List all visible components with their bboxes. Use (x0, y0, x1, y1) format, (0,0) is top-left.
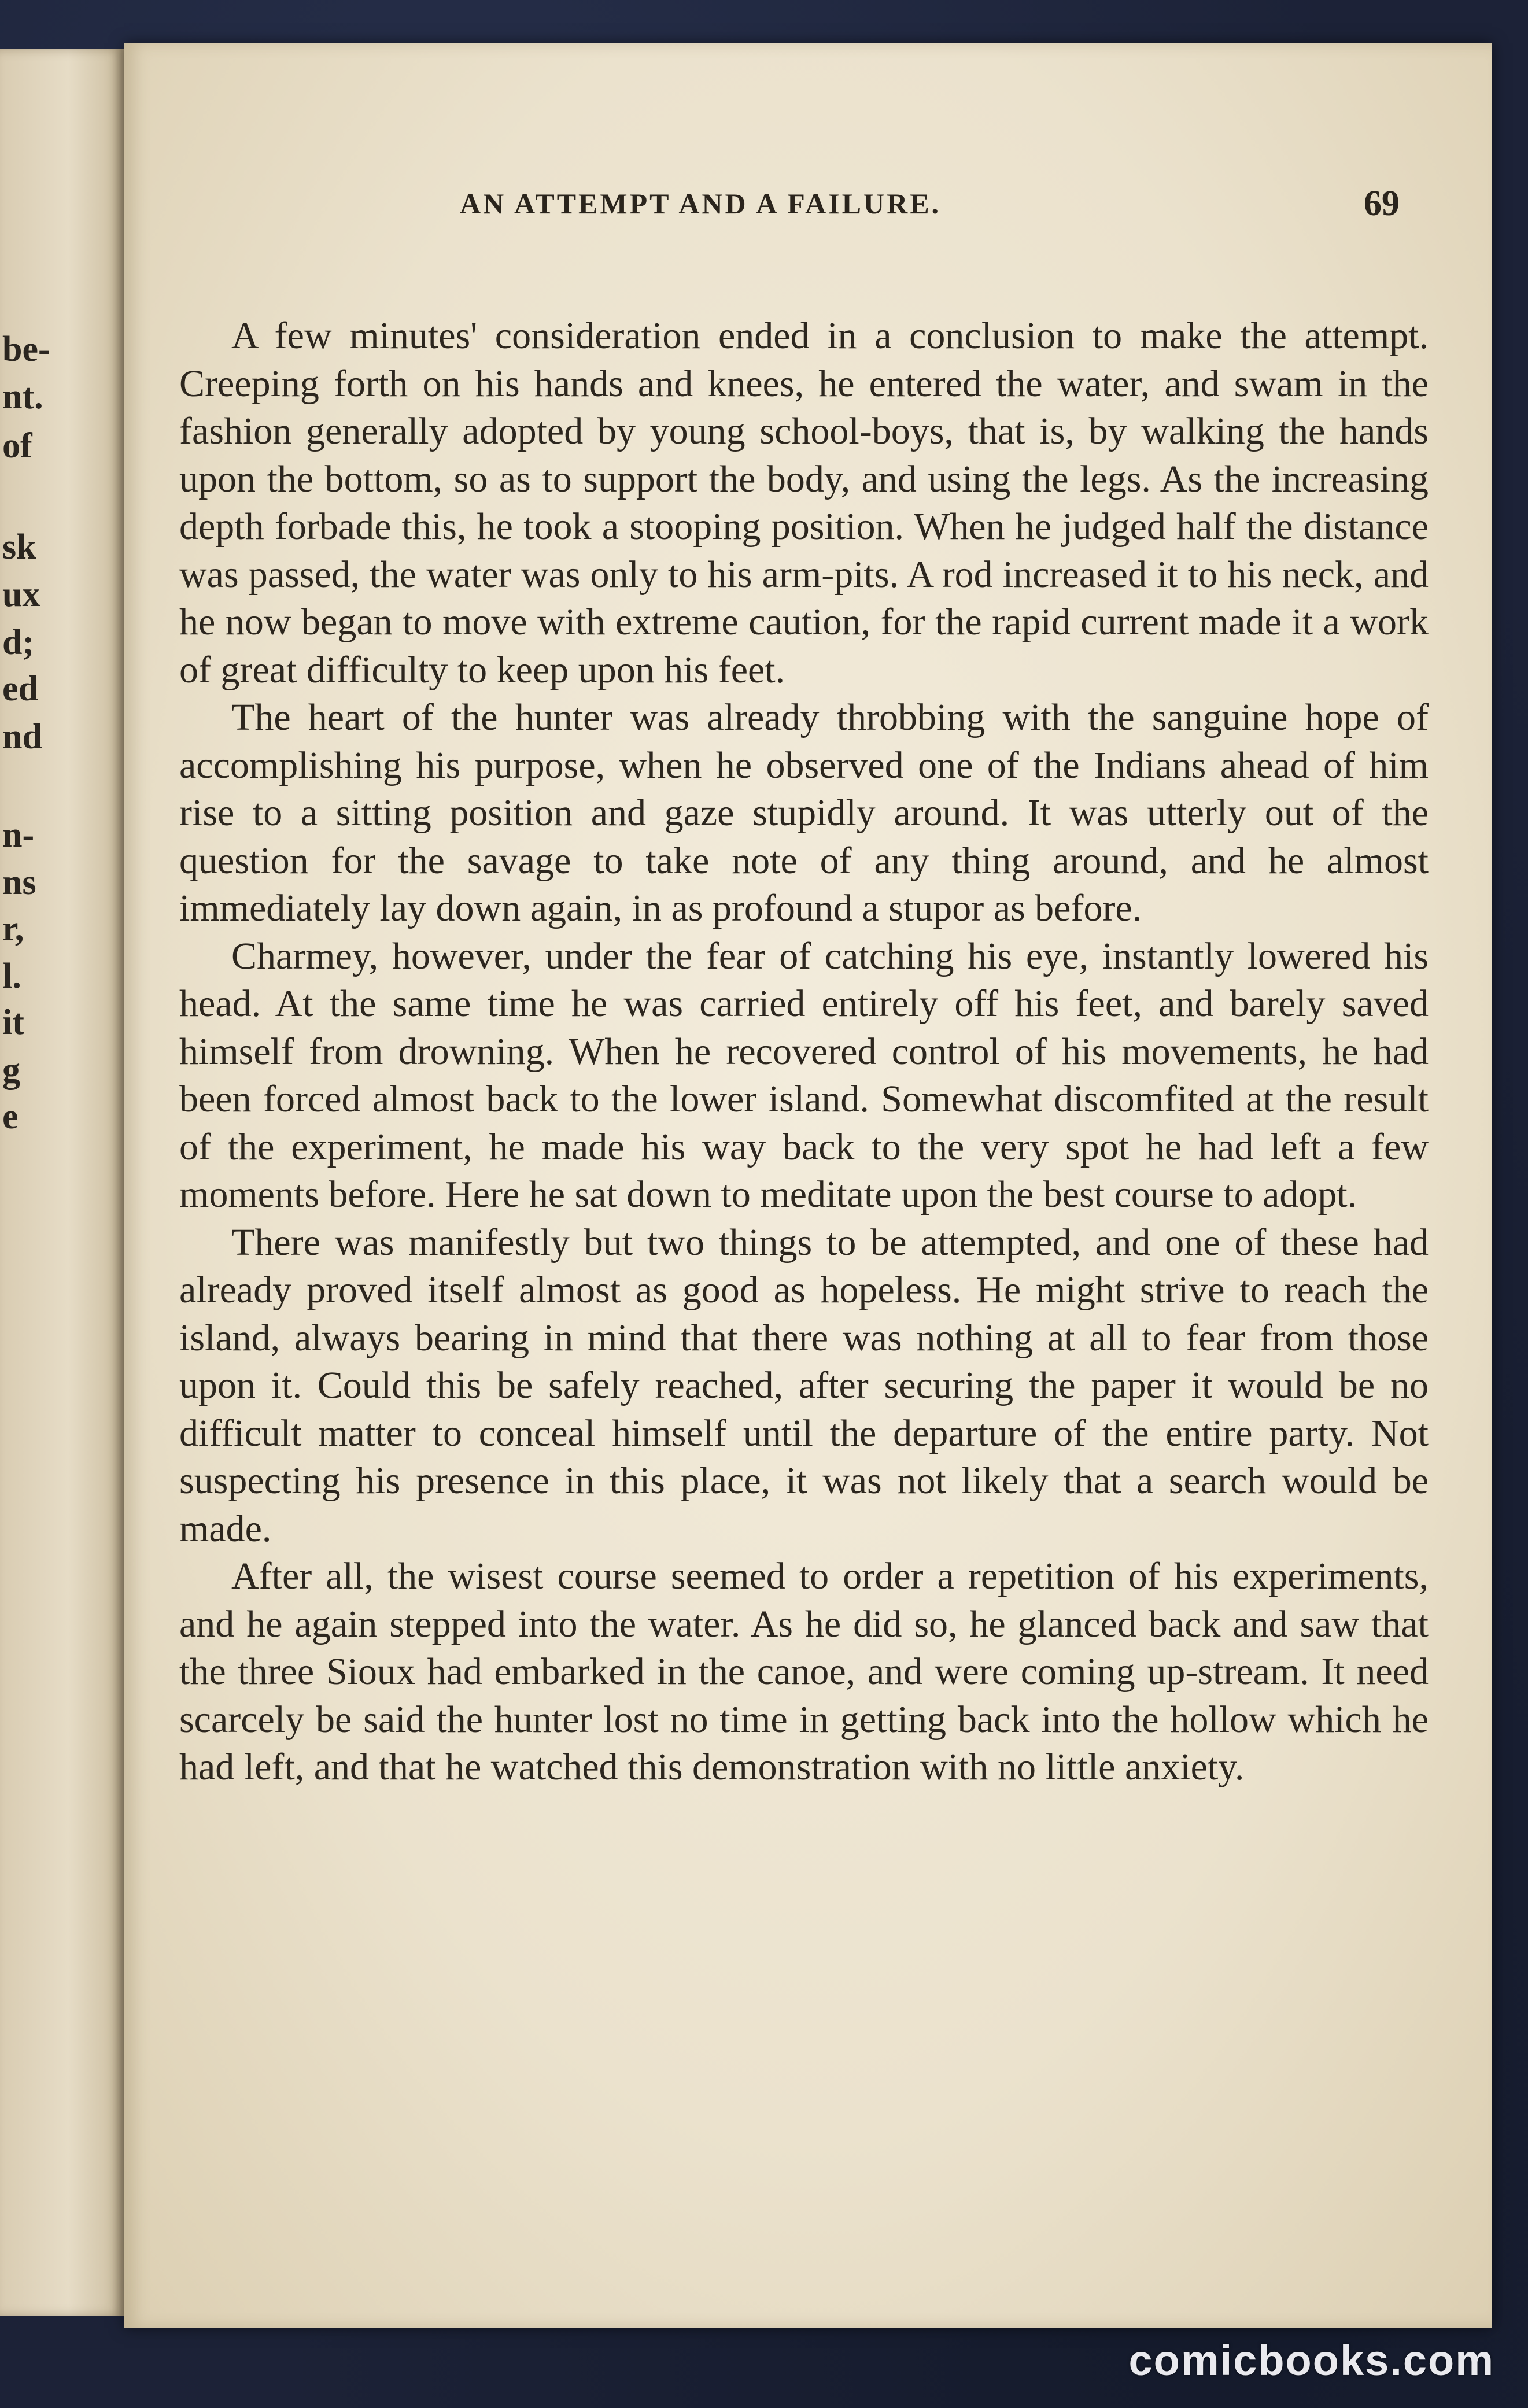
facing-page-fragment: be- (2, 330, 50, 369)
paragraph: The heart of the hunter was already throbbing with the sanguine hope of accomplishing his purpose, when he observed one of the Indians ahead of him rise to a sitting position and gaze stupidly around. It was utterly out of the question for the savage to take note of any thing around, and he almost immediately lay down again, in as profound a stupor as before. (179, 696, 1429, 929)
page-number: 69 (1364, 184, 1400, 223)
facing-page-fragment: of (2, 426, 32, 466)
facing-page-fragment: g (2, 1051, 20, 1090)
facing-page-fragment: r, (2, 909, 24, 948)
facing-page-fragment: d; (2, 623, 35, 662)
facing-page-fragment: l. (2, 956, 21, 996)
facing-page-fragment: ns (2, 863, 36, 902)
paragraph: A few minutes' consideration ended in a conclusion to make the attempt. Creeping forth on his hands and knees, he entered the water, and swam in the fashion generally adopted by young school-boys, that is, by walking the hands upon the bottom, so as to support the body, and using the legs. As the increasing depth forbade this, he took a stooping position. When he judged half the distance was passed, the water was only to his arm-pits. A rod increased it to his neck, and he now began to move with extreme caution, for the rapid current made it a work of great difficulty to keep upon his feet. (179, 315, 1429, 691)
facing-page-fragment: it (2, 1003, 24, 1042)
book-page (124, 43, 1492, 2328)
facing-page-fragment: nd (2, 717, 42, 756)
facing-page-fragment: nt. (2, 377, 43, 416)
facing-page-edge (0, 49, 128, 2316)
paragraph: After all, the wisest course seemed to order a repetition of his experiments, and he again stepped into the water. As he did so, he glanced back and saw that the three Sioux had embarked in the canoe, and were coming up-stream. It need scarcely be said the hunter lost no time in getting back into the hollow which he had left, and that he watched this demonstration with no little anxiety. (179, 1555, 1429, 1788)
facing-page-fragment: ed (2, 669, 38, 708)
facing-page-fragment: ux (2, 575, 40, 614)
running-title: AN ATTEMPT AND A FAILURE. (460, 187, 942, 220)
running-head (124, 184, 1492, 227)
facing-page-fragment: e (2, 1097, 19, 1136)
site-watermark: comicbooks.com (1128, 2336, 1494, 2384)
facing-page-fragment: n- (2, 815, 35, 855)
facing-page-fragment: sk (2, 527, 36, 567)
paragraph: Charmey, however, under the fear of catching his eye, instantly lowered his head. At the same time he was carried entirely off his feet, and barely saved himself from drowning. When he recovered control of his movements, he had been forced almost back to the lower island. Somewhat discomfited at the result of the experiment, he made his way back to the very spot he had left a few moments before. Here he sat down to meditate upon the best course to adopt. (179, 935, 1429, 1216)
body-text (179, 312, 1429, 1792)
paragraph: There was manifestly but two things to be attempted, and one of these had already proved itself almost as good as hopeless. He might strive to reach the island, always bearing in mind that there was nothing at all to fear from those upon it. Could this be safely reached, after securing the paper it would be no difficult matter to conceal himself until the departure of the entire party. Not suspecting his presence in this place, it was not likely that a search would be made. (179, 1221, 1429, 1550)
